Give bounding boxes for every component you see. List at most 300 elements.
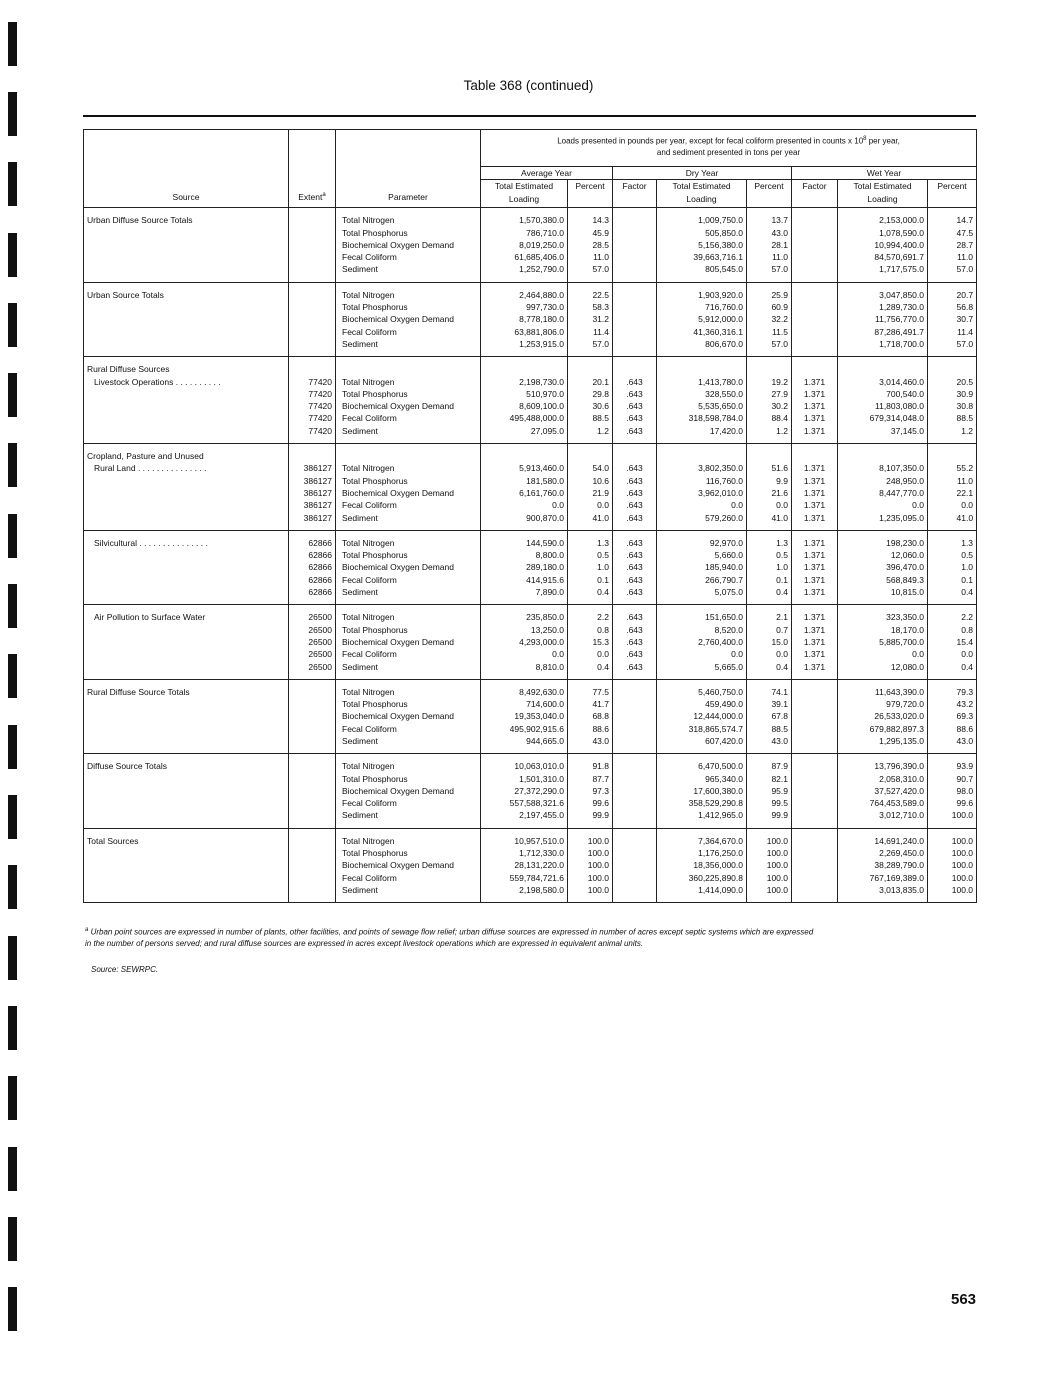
cell-extent [289, 797, 336, 809]
cell-wet-factor [792, 251, 838, 263]
cell-wet: 396,470.0 [838, 561, 928, 573]
cell-wet-pct: 100.0 [928, 828, 977, 847]
cell-avg: 8,800.0 [481, 549, 568, 561]
cell-wet-pct: 1.3 [928, 530, 977, 549]
empty-cell [84, 412, 289, 424]
cell-extent: 62866 [289, 586, 336, 605]
table-row [84, 530, 977, 549]
cell-dry-factor: .643 [613, 499, 657, 511]
cell-wet-factor: 1.371 [792, 574, 838, 586]
cell-wet: 26,533,020.0 [838, 710, 928, 722]
binding-mark [8, 303, 17, 347]
cell-wet: 3,013,835.0 [838, 884, 928, 903]
empty-cell [289, 357, 336, 376]
binding-mark [8, 514, 17, 558]
cell-dry-pct: 13.7 [747, 208, 792, 227]
cell-dry-factor [613, 239, 657, 251]
table-row [84, 561, 977, 573]
header-dry-percent: Percent [747, 180, 792, 208]
cell-avg-pct: 41.7 [568, 698, 613, 710]
cell-wet: 679,882,897.3 [838, 723, 928, 735]
cell-wet: 37,145.0 [838, 425, 928, 444]
cell-dry-factor [613, 884, 657, 903]
cell-wet-factor: 1.371 [792, 400, 838, 412]
cell-wet: 2,269,450.0 [838, 847, 928, 859]
cell-dry-pct: 9.9 [747, 475, 792, 487]
cell-dry-pct: 100.0 [747, 884, 792, 903]
cell-extent [289, 723, 336, 735]
cell-dry-factor [613, 282, 657, 301]
binding-mark [8, 654, 17, 698]
cell-dry-pct: 32.2 [747, 313, 792, 325]
cell-dry-factor [613, 828, 657, 847]
cell-avg: 5,913,460.0 [481, 462, 568, 474]
cell-avg-pct: 57.0 [568, 338, 613, 357]
cell-extent [289, 208, 336, 227]
table-row [84, 412, 977, 424]
cell-extent: 26500 [289, 661, 336, 680]
empty-cell [84, 239, 289, 251]
cell-dry: 1,412,965.0 [657, 809, 747, 828]
empty-cell [84, 586, 289, 605]
cell-dry-pct: 51.6 [747, 462, 792, 474]
cell-avg-pct: 88.6 [568, 723, 613, 735]
cell-extent [289, 227, 336, 239]
cell-dry-factor: .643 [613, 487, 657, 499]
empty-cell [747, 357, 792, 376]
table-row [84, 512, 977, 531]
cell-wet-factor: 1.371 [792, 624, 838, 636]
cell-dry-pct: 100.0 [747, 828, 792, 847]
cell-wet: 10,815.0 [838, 586, 928, 605]
cell-avg: 900,870.0 [481, 512, 568, 531]
cell-wet-pct: 100.0 [928, 872, 977, 884]
empty-cell [336, 444, 481, 463]
binding-mark [8, 1006, 17, 1050]
cell-wet-factor [792, 884, 838, 903]
cell-wet-pct: 57.0 [928, 263, 977, 282]
cell-avg: 8,019,250.0 [481, 239, 568, 251]
table-row [84, 872, 977, 884]
cell-dry-pct: 1.3 [747, 530, 792, 549]
cell-wet-pct: 41.0 [928, 512, 977, 531]
cell-avg: 10,957,510.0 [481, 828, 568, 847]
cell-extent: 26500 [289, 636, 336, 648]
cell-wet-factor: 1.371 [792, 388, 838, 400]
cell-wet-factor: 1.371 [792, 499, 838, 511]
cell-wet-factor [792, 773, 838, 785]
cell-avg-pct: 100.0 [568, 828, 613, 847]
empty-cell [84, 723, 289, 735]
cell-wet: 8,447,770.0 [838, 487, 928, 499]
source-name: Total Sources [84, 828, 289, 847]
table-row [84, 586, 977, 605]
cell-dry-factor: .643 [613, 605, 657, 624]
cell-extent: 77420 [289, 412, 336, 424]
cell-wet-factor: 1.371 [792, 487, 838, 499]
cell-wet: 1,078,590.0 [838, 227, 928, 239]
cell-wet-pct: 0.0 [928, 499, 977, 511]
cell-avg: 2,464,880.0 [481, 282, 568, 301]
parameter-name: Total Nitrogen [336, 376, 481, 388]
cell-dry-factor [613, 679, 657, 698]
empty-cell [84, 735, 289, 754]
cell-avg: 6,161,760.0 [481, 487, 568, 499]
cell-wet: 0.0 [838, 648, 928, 660]
cell-avg-pct: 100.0 [568, 859, 613, 871]
cell-dry: 5,075.0 [657, 586, 747, 605]
cell-wet-pct: 43.0 [928, 735, 977, 754]
binding-mark [8, 795, 17, 839]
cell-extent [289, 698, 336, 710]
cell-dry: 579,260.0 [657, 512, 747, 531]
binding-mark [8, 443, 17, 487]
cell-wet-pct: 30.9 [928, 388, 977, 400]
cell-dry-pct: 28.1 [747, 239, 792, 251]
empty-cell [84, 636, 289, 648]
cell-dry-pct: 21.6 [747, 487, 792, 499]
cell-wet-pct: 20.5 [928, 376, 977, 388]
cell-dry: 965,340.0 [657, 773, 747, 785]
empty-cell [84, 859, 289, 871]
cell-wet-factor [792, 282, 838, 301]
cell-avg-pct: 2.2 [568, 605, 613, 624]
cell-wet-factor: 1.371 [792, 512, 838, 531]
cell-wet-pct: 0.5 [928, 549, 977, 561]
source-name: Silvicultural . . . . . . . . . . . . . . . [84, 530, 289, 549]
cell-dry: 1,414,090.0 [657, 884, 747, 903]
cell-dry: 3,802,350.0 [657, 462, 747, 474]
cell-dry-pct: 95.9 [747, 785, 792, 797]
cell-dry-factor [613, 326, 657, 338]
binding-mark [8, 725, 17, 769]
cell-wet-factor [792, 847, 838, 859]
cell-wet: 2,153,000.0 [838, 208, 928, 227]
cell-dry-pct: 30.2 [747, 400, 792, 412]
cell-avg-pct: 21.9 [568, 487, 613, 499]
cell-avg-pct: 100.0 [568, 847, 613, 859]
source-name: Diffuse Source Totals [84, 754, 289, 773]
parameter-name: Total Phosphorus [336, 698, 481, 710]
cell-wet: 1,289,730.0 [838, 301, 928, 313]
cell-wet: 84,570,691.7 [838, 251, 928, 263]
cell-extent [289, 884, 336, 903]
table-row [84, 723, 977, 735]
cell-wet-pct: 20.7 [928, 282, 977, 301]
cell-wet-pct: 90.7 [928, 773, 977, 785]
source-group [84, 828, 977, 902]
cell-avg-pct: 1.2 [568, 425, 613, 444]
cell-extent [289, 282, 336, 301]
binding-mark [8, 162, 17, 206]
cell-dry: 185,940.0 [657, 561, 747, 573]
cell-extent [289, 785, 336, 797]
cell-avg: 8,810.0 [481, 661, 568, 680]
cell-dry-pct: 57.0 [747, 263, 792, 282]
cell-extent: 26500 [289, 624, 336, 636]
cell-wet: 700,540.0 [838, 388, 928, 400]
table-row [84, 624, 977, 636]
table-row [84, 400, 977, 412]
cell-avg-pct: 22.5 [568, 282, 613, 301]
cell-wet: 3,014,460.0 [838, 376, 928, 388]
cell-wet: 323,350.0 [838, 605, 928, 624]
table-row [84, 574, 977, 586]
source-name: Urban Source Totals [84, 282, 289, 301]
table-top-rule [83, 115, 976, 117]
cell-avg-pct: 0.4 [568, 586, 613, 605]
empty-cell [792, 444, 838, 463]
empty-cell [84, 561, 289, 573]
cell-wet: 679,314,048.0 [838, 412, 928, 424]
source-group [84, 605, 977, 679]
cell-wet: 5,885,700.0 [838, 636, 928, 648]
parameter-name: Total Phosphorus [336, 773, 481, 785]
cell-wet-factor [792, 263, 838, 282]
cell-dry-pct: 99.9 [747, 809, 792, 828]
table-row [84, 847, 977, 859]
parameter-name: Total Nitrogen [336, 208, 481, 227]
cell-dry-factor [613, 754, 657, 773]
empty-cell [84, 475, 289, 487]
cell-dry-factor [613, 251, 657, 263]
cell-avg: 27,372,290.0 [481, 785, 568, 797]
header-wet-percent: Percent [928, 180, 977, 208]
cell-wet: 3,012,710.0 [838, 809, 928, 828]
cell-wet-pct: 43.2 [928, 698, 977, 710]
cell-dry: 5,460,750.0 [657, 679, 747, 698]
cell-dry-factor [613, 797, 657, 809]
cell-wet: 1,295,135.0 [838, 735, 928, 754]
cell-extent [289, 326, 336, 338]
cell-avg: 0.0 [481, 648, 568, 660]
table-row [84, 884, 977, 903]
cell-avg-pct: 1.0 [568, 561, 613, 573]
table-row [84, 828, 977, 847]
cell-extent [289, 872, 336, 884]
cell-avg: 944,665.0 [481, 735, 568, 754]
cell-wet: 12,080.0 [838, 661, 928, 680]
cell-extent: 386127 [289, 462, 336, 474]
empty-cell [84, 400, 289, 412]
parameter-name: Biochemical Oxygen Demand [336, 636, 481, 648]
parameter-name: Total Nitrogen [336, 754, 481, 773]
cell-dry: 1,176,250.0 [657, 847, 747, 859]
cell-avg: 1,253,915.0 [481, 338, 568, 357]
cell-extent [289, 301, 336, 313]
table-row [84, 754, 977, 773]
cell-wet: 11,643,390.0 [838, 679, 928, 698]
cell-extent [289, 263, 336, 282]
empty-cell [84, 797, 289, 809]
cell-dry: 5,912,000.0 [657, 313, 747, 325]
parameter-name: Sediment [336, 263, 481, 282]
cell-avg-pct: 15.3 [568, 636, 613, 648]
cell-wet: 198,230.0 [838, 530, 928, 549]
cell-wet: 10,994,400.0 [838, 239, 928, 251]
binding-mark [8, 233, 17, 277]
source-name: Livestock Operations . . . . . . . . . . [84, 376, 289, 388]
cell-wet: 979,720.0 [838, 698, 928, 710]
empty-cell [84, 773, 289, 785]
table-row [84, 208, 977, 227]
cell-wet-factor [792, 710, 838, 722]
cell-wet-pct: 0.1 [928, 574, 977, 586]
cell-wet-pct: 57.0 [928, 338, 977, 357]
empty-cell [84, 499, 289, 511]
cell-dry-pct: 41.0 [747, 512, 792, 531]
table-row [84, 313, 977, 325]
table-row [84, 326, 977, 338]
cell-wet-factor: 1.371 [792, 661, 838, 680]
cell-dry-pct: 25.9 [747, 282, 792, 301]
parameter-name: Biochemical Oxygen Demand [336, 400, 481, 412]
cell-avg: 144,590.0 [481, 530, 568, 549]
cell-dry: 358,529,290.8 [657, 797, 747, 809]
table-row [84, 549, 977, 561]
cell-dry: 459,490.0 [657, 698, 747, 710]
empty-cell [84, 624, 289, 636]
empty-cell [84, 512, 289, 531]
cell-wet: 1,235,095.0 [838, 512, 928, 531]
empty-cell [84, 698, 289, 710]
source-group [84, 444, 977, 531]
cell-extent: 77420 [289, 425, 336, 444]
table-row [84, 785, 977, 797]
cell-extent [289, 710, 336, 722]
cell-dry-pct: 2.1 [747, 605, 792, 624]
empty-cell [84, 809, 289, 828]
parameter-name: Biochemical Oxygen Demand [336, 561, 481, 573]
cell-wet: 11,803,080.0 [838, 400, 928, 412]
cell-dry-pct: 0.0 [747, 648, 792, 660]
empty-cell [84, 263, 289, 282]
binding-mark [8, 1217, 17, 1261]
cell-wet-factor: 1.371 [792, 586, 838, 605]
cell-dry-factor: .643 [613, 586, 657, 605]
cell-dry-factor [613, 227, 657, 239]
cell-wet-factor [792, 828, 838, 847]
cell-wet-factor [792, 785, 838, 797]
cell-avg-pct: 0.0 [568, 648, 613, 660]
footnote-marker: a [85, 927, 89, 933]
cell-dry-pct: 0.4 [747, 661, 792, 680]
cell-dry-pct: 88.4 [747, 412, 792, 424]
binding-mark [8, 1076, 17, 1120]
cell-extent [289, 735, 336, 754]
cell-wet-pct: 0.8 [928, 624, 977, 636]
empty-cell [289, 444, 336, 463]
cell-avg: 495,488,000.0 [481, 412, 568, 424]
cell-dry: 1,413,780.0 [657, 376, 747, 388]
header-units-note: Loads presented in pounds per year, except for fecal coliform presented in counts x $10^8$ per year, and sediment presented in tons per year [481, 130, 977, 167]
cell-dry-factor: .643 [613, 661, 657, 680]
parameter-name: Biochemical Oxygen Demand [336, 710, 481, 722]
cell-wet-pct: 88.5 [928, 412, 977, 424]
cell-dry: 1,903,920.0 [657, 282, 747, 301]
cell-dry-pct: 15.0 [747, 636, 792, 648]
cell-dry-factor: .643 [613, 412, 657, 424]
parameter-name: Total Phosphorus [336, 624, 481, 636]
table-row [84, 282, 977, 301]
source-group [84, 754, 977, 828]
cell-avg-pct: 57.0 [568, 263, 613, 282]
cell-dry: 806,670.0 [657, 338, 747, 357]
footnote-line1: Urban point sources are expressed in number of plants, other facilities, and points of sewage flow relief; urban diffuse sources are expressed in number of acres except septic systems which are expressed [90, 927, 814, 937]
cell-wet-pct: 100.0 [928, 809, 977, 828]
cell-dry: 266,790.7 [657, 574, 747, 586]
cell-wet-factor [792, 338, 838, 357]
cell-dry-factor: .643 [613, 574, 657, 586]
cell-dry-factor: .643 [613, 425, 657, 444]
cell-wet-factor [792, 859, 838, 871]
header-avg-percent: Percent [568, 180, 613, 208]
cell-wet-factor: 1.371 [792, 425, 838, 444]
cell-wet-factor [792, 301, 838, 313]
table-row [84, 698, 977, 710]
parameter-name: Fecal Coliform [336, 326, 481, 338]
empty-cell [84, 785, 289, 797]
cell-wet-factor [792, 797, 838, 809]
cell-wet: 87,286,491.7 [838, 326, 928, 338]
cell-wet-pct: 0.4 [928, 586, 977, 605]
table-row [84, 376, 977, 388]
table-row [84, 735, 977, 754]
cell-dry-factor [613, 698, 657, 710]
binding-mark [8, 1287, 17, 1331]
cell-avg: 414,915.6 [481, 574, 568, 586]
cell-dry-factor [613, 723, 657, 735]
footnote-line2: in the number of persons served; and rural diffuse sources are expressed in acres except livestock operations which are expressed in equivalent animal units. [85, 938, 644, 948]
cell-avg: 559,784,721.6 [481, 872, 568, 884]
cell-wet-factor [792, 679, 838, 698]
cell-wet-pct: 93.9 [928, 754, 977, 773]
parameter-name: Fecal Coliform [336, 648, 481, 660]
table-row [84, 239, 977, 251]
parameter-name: Biochemical Oxygen Demand [336, 785, 481, 797]
cell-extent: 62866 [289, 574, 336, 586]
cell-avg-pct: 20.1 [568, 376, 613, 388]
cell-extent: 77420 [289, 376, 336, 388]
cell-wet-pct: 100.0 [928, 884, 977, 903]
cell-wet: 1,717,575.0 [838, 263, 928, 282]
cell-avg: 2,197,455.0 [481, 809, 568, 828]
table-row [84, 809, 977, 828]
empty-cell [84, 326, 289, 338]
cell-avg-pct: 0.1 [568, 574, 613, 586]
header-wet-loading: Total Estimated Loading [838, 180, 928, 208]
cell-avg-pct: 0.4 [568, 661, 613, 680]
cell-extent [289, 338, 336, 357]
cell-avg-pct: 97.3 [568, 785, 613, 797]
header-wet-factor: Factor [792, 180, 838, 208]
parameter-name: Total Nitrogen [336, 530, 481, 549]
empty-cell [84, 648, 289, 660]
cell-avg: 0.0 [481, 499, 568, 511]
cell-avg: 235,850.0 [481, 605, 568, 624]
cell-avg-pct: 29.8 [568, 388, 613, 400]
cell-dry: 92,970.0 [657, 530, 747, 549]
empty-cell [657, 357, 747, 376]
cell-dry-factor: .643 [613, 462, 657, 474]
empty-cell [792, 357, 838, 376]
empty-cell [568, 444, 613, 463]
cell-dry-pct: 88.5 [747, 723, 792, 735]
table-row [84, 636, 977, 648]
cell-avg: 1,501,310.0 [481, 773, 568, 785]
cell-dry-factor: .643 [613, 388, 657, 400]
table-row [84, 301, 977, 313]
